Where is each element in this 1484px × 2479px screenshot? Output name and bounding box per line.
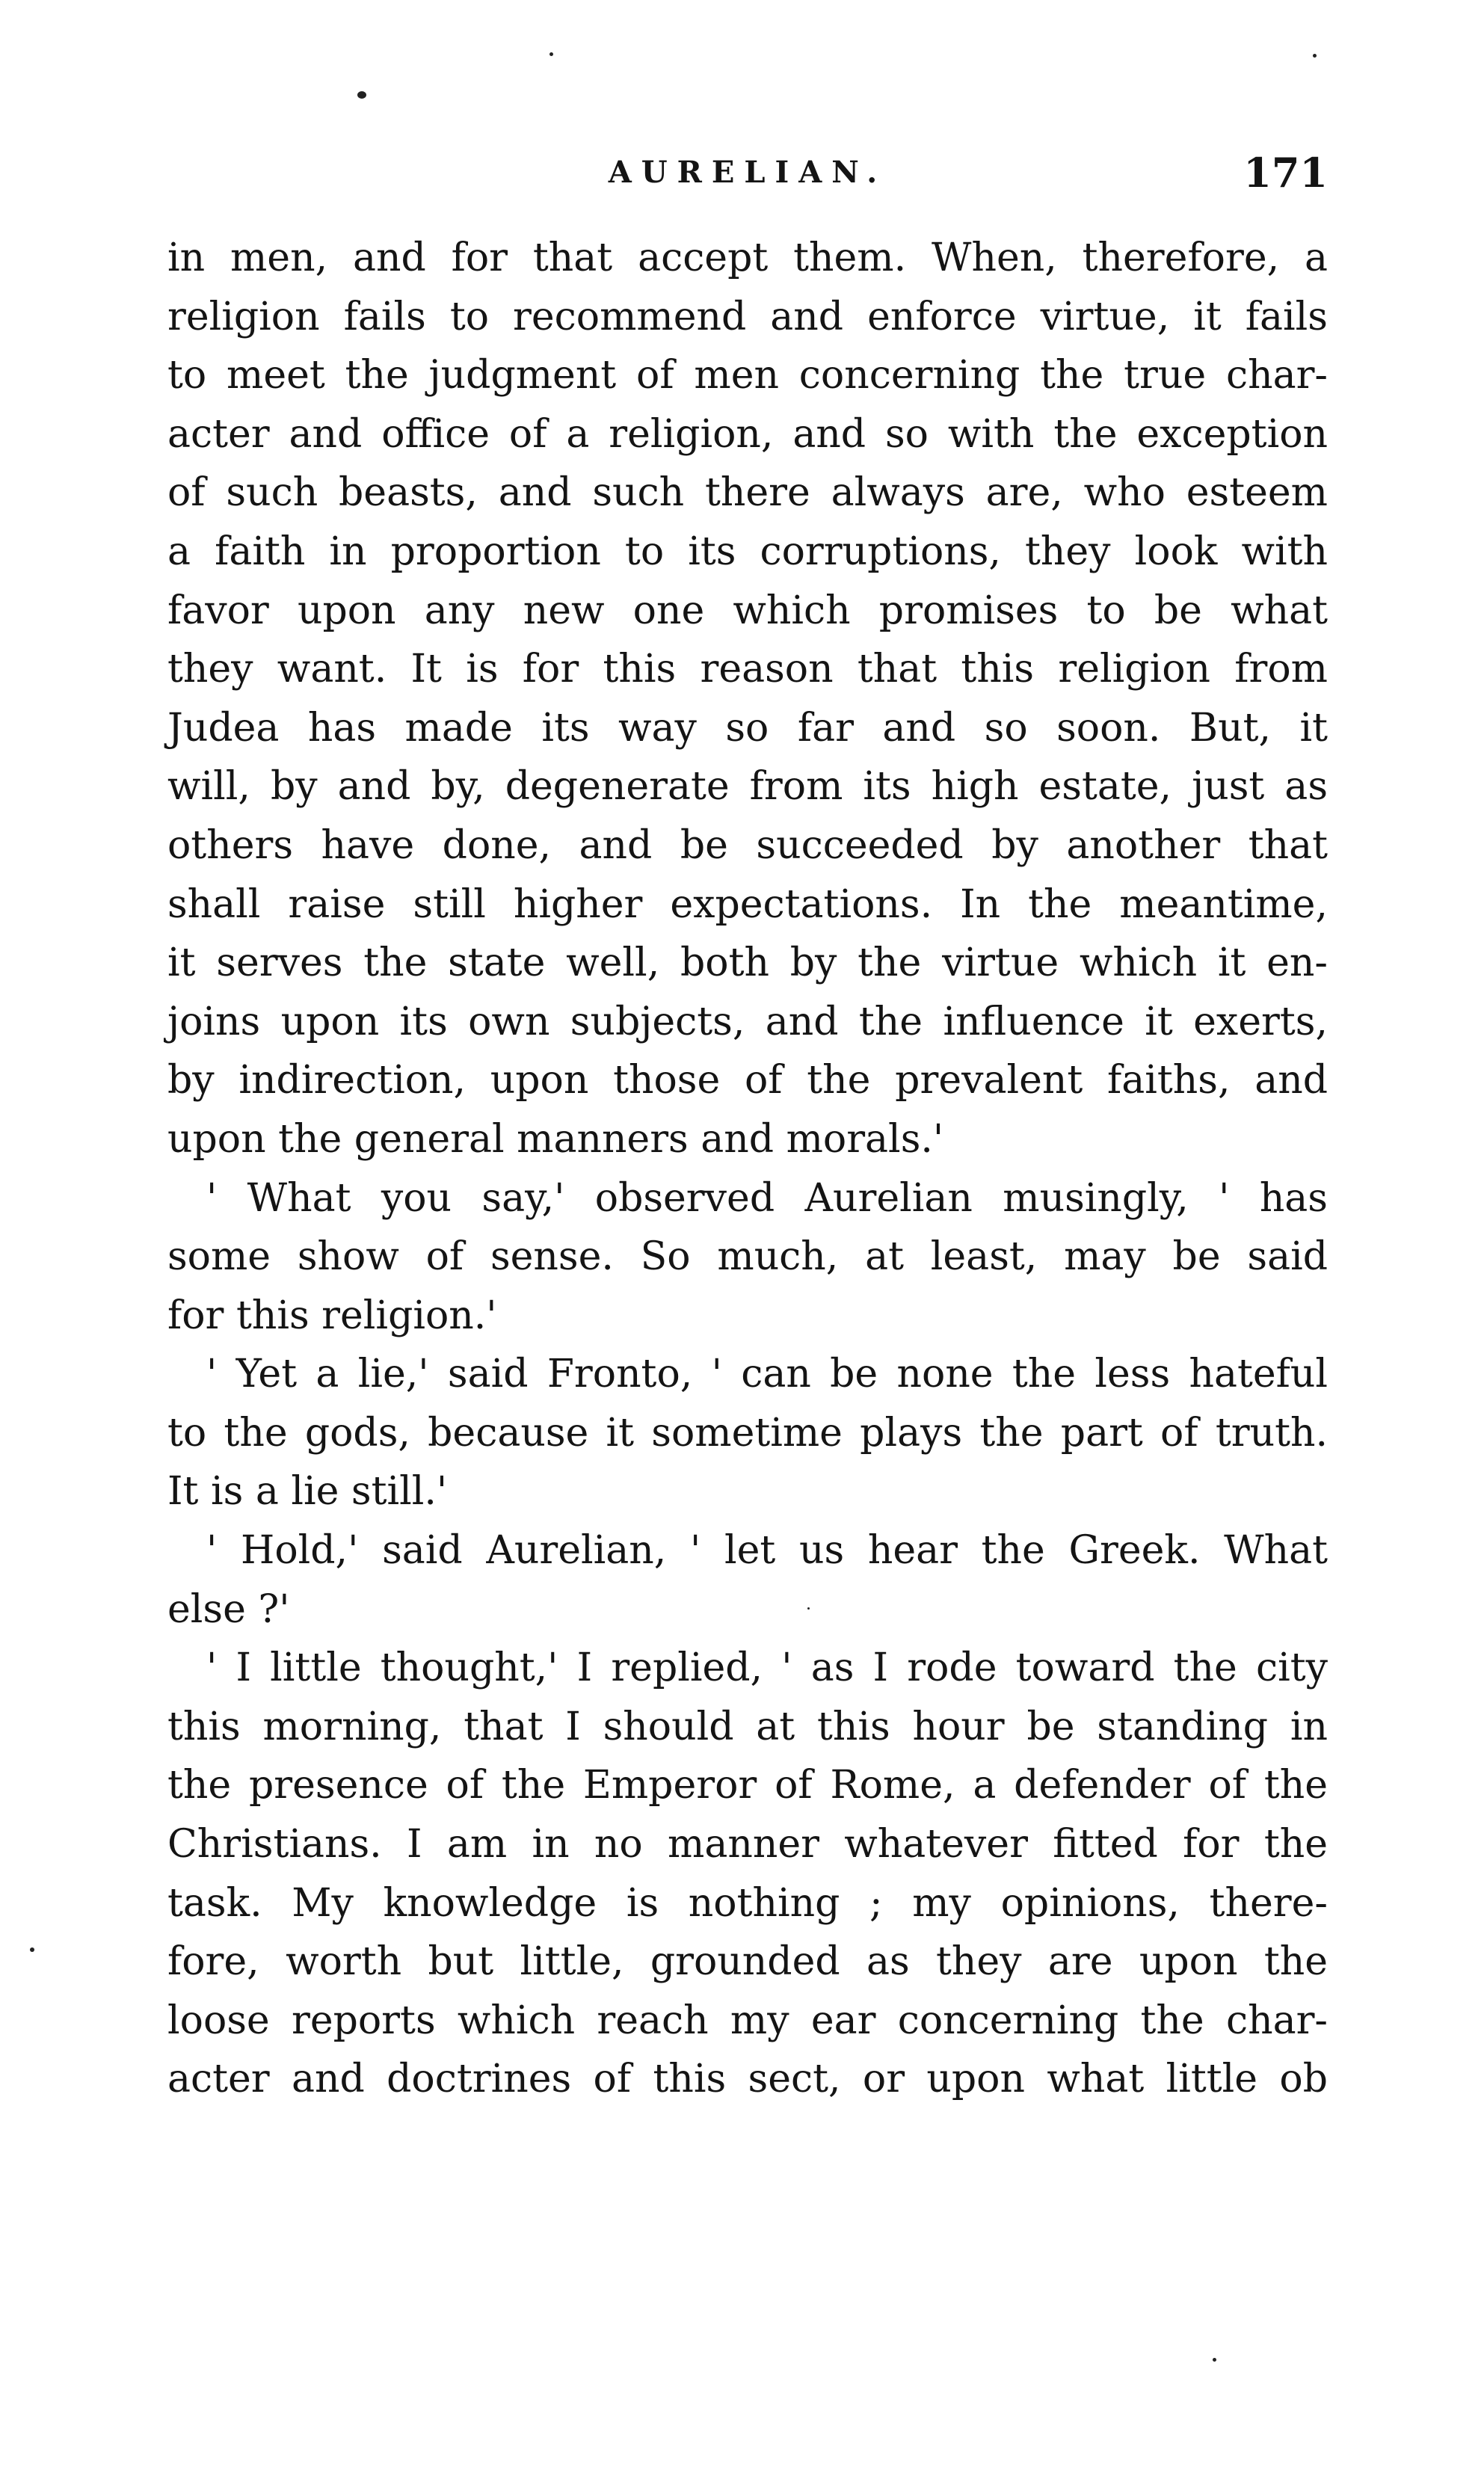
- text-line: joins upon its own subjects, and the influence it exerts,: [167, 999, 1328, 1044]
- text-line: ' I little thought,' I replied, ' as I rode toward the city: [206, 1645, 1328, 1691]
- text-line: this morning, that I should at this hour be standing in: [167, 1704, 1328, 1749]
- text-line: ' Hold,' said Aurelian, ' let us hear the Greek. What: [206, 1528, 1328, 1574]
- text-line: loose reports which reach my ear concerning the char-: [167, 1998, 1328, 2043]
- text-line: of such beasts, and such there always are, who esteem: [167, 470, 1328, 516]
- scan-speck: [1313, 54, 1317, 58]
- text-line: favor upon any new one which promises to be what: [167, 588, 1328, 633]
- text-line: it serves the state well, both by the virtue which it en-: [167, 940, 1328, 986]
- text-line: in men, and for that accept them. When, therefore, a: [167, 235, 1328, 280]
- text-line: for this religion.': [167, 1293, 497, 1338]
- scan-speck: [807, 1607, 810, 1610]
- text-line: task. My knowledge is nothing ; my opinions, there-: [167, 1880, 1328, 1926]
- text-line: by indirection, upon those of the prevalent faiths, and: [167, 1058, 1328, 1103]
- text-line: acter and office of a religion, and so with the exception: [167, 411, 1328, 457]
- text-line: others have done, and be succeeded by another that: [167, 822, 1328, 868]
- text-line: to the gods, because it sometime plays the part of truth.: [167, 1410, 1328, 1456]
- text-line: some show of sense. So much, at least, may be said: [167, 1234, 1328, 1280]
- text-line: Christians. I am in no manner whatever fitted for the: [167, 1822, 1328, 1867]
- scan-speck: [549, 52, 553, 56]
- text-line: a faith in proportion to its corruptions, they look with: [167, 529, 1328, 574]
- body-text: [167, 229, 1328, 2109]
- scan-speck: [1213, 2358, 1216, 2362]
- text-line: ' What you say,' observed Aurelian musingly, ' has: [206, 1175, 1328, 1221]
- text-line: ' Yet a lie,' said Fronto, ' can be none the less hateful: [206, 1352, 1328, 1397]
- text-line: shall raise still higher expectations. In the meantime,: [167, 881, 1328, 927]
- text-line: religion fails to recommend and enforce virtue, it fails: [167, 294, 1328, 339]
- text-line: the presence of the Emperor of Rome, a defender of the: [167, 1763, 1328, 1808]
- text-line: Judea has made its way so far and so soon. But, it: [167, 705, 1328, 751]
- text-line: fore, worth but little, grounded as they are upon the: [167, 1939, 1328, 1985]
- page-number: 171: [1243, 149, 1328, 197]
- scan-speck: [357, 91, 366, 99]
- text-line: to meet the judgment of men concerning the true char-: [167, 353, 1328, 398]
- text-line: It is a lie still.': [167, 1469, 448, 1515]
- text-line: else ?': [167, 1586, 290, 1632]
- running-head: [167, 147, 1328, 199]
- text-line: will, by and by, degenerate from its high estate, just as: [167, 764, 1328, 810]
- running-title: AURELIAN.: [608, 155, 887, 190]
- text-line: upon the general manners and morals.': [167, 1116, 944, 1162]
- text-line: acter and doctrines of this sect, or upon what little ob: [167, 2057, 1328, 2102]
- text-line: they want. It is for this reason that this religion from: [167, 647, 1328, 692]
- scan-speck: [30, 1947, 34, 1952]
